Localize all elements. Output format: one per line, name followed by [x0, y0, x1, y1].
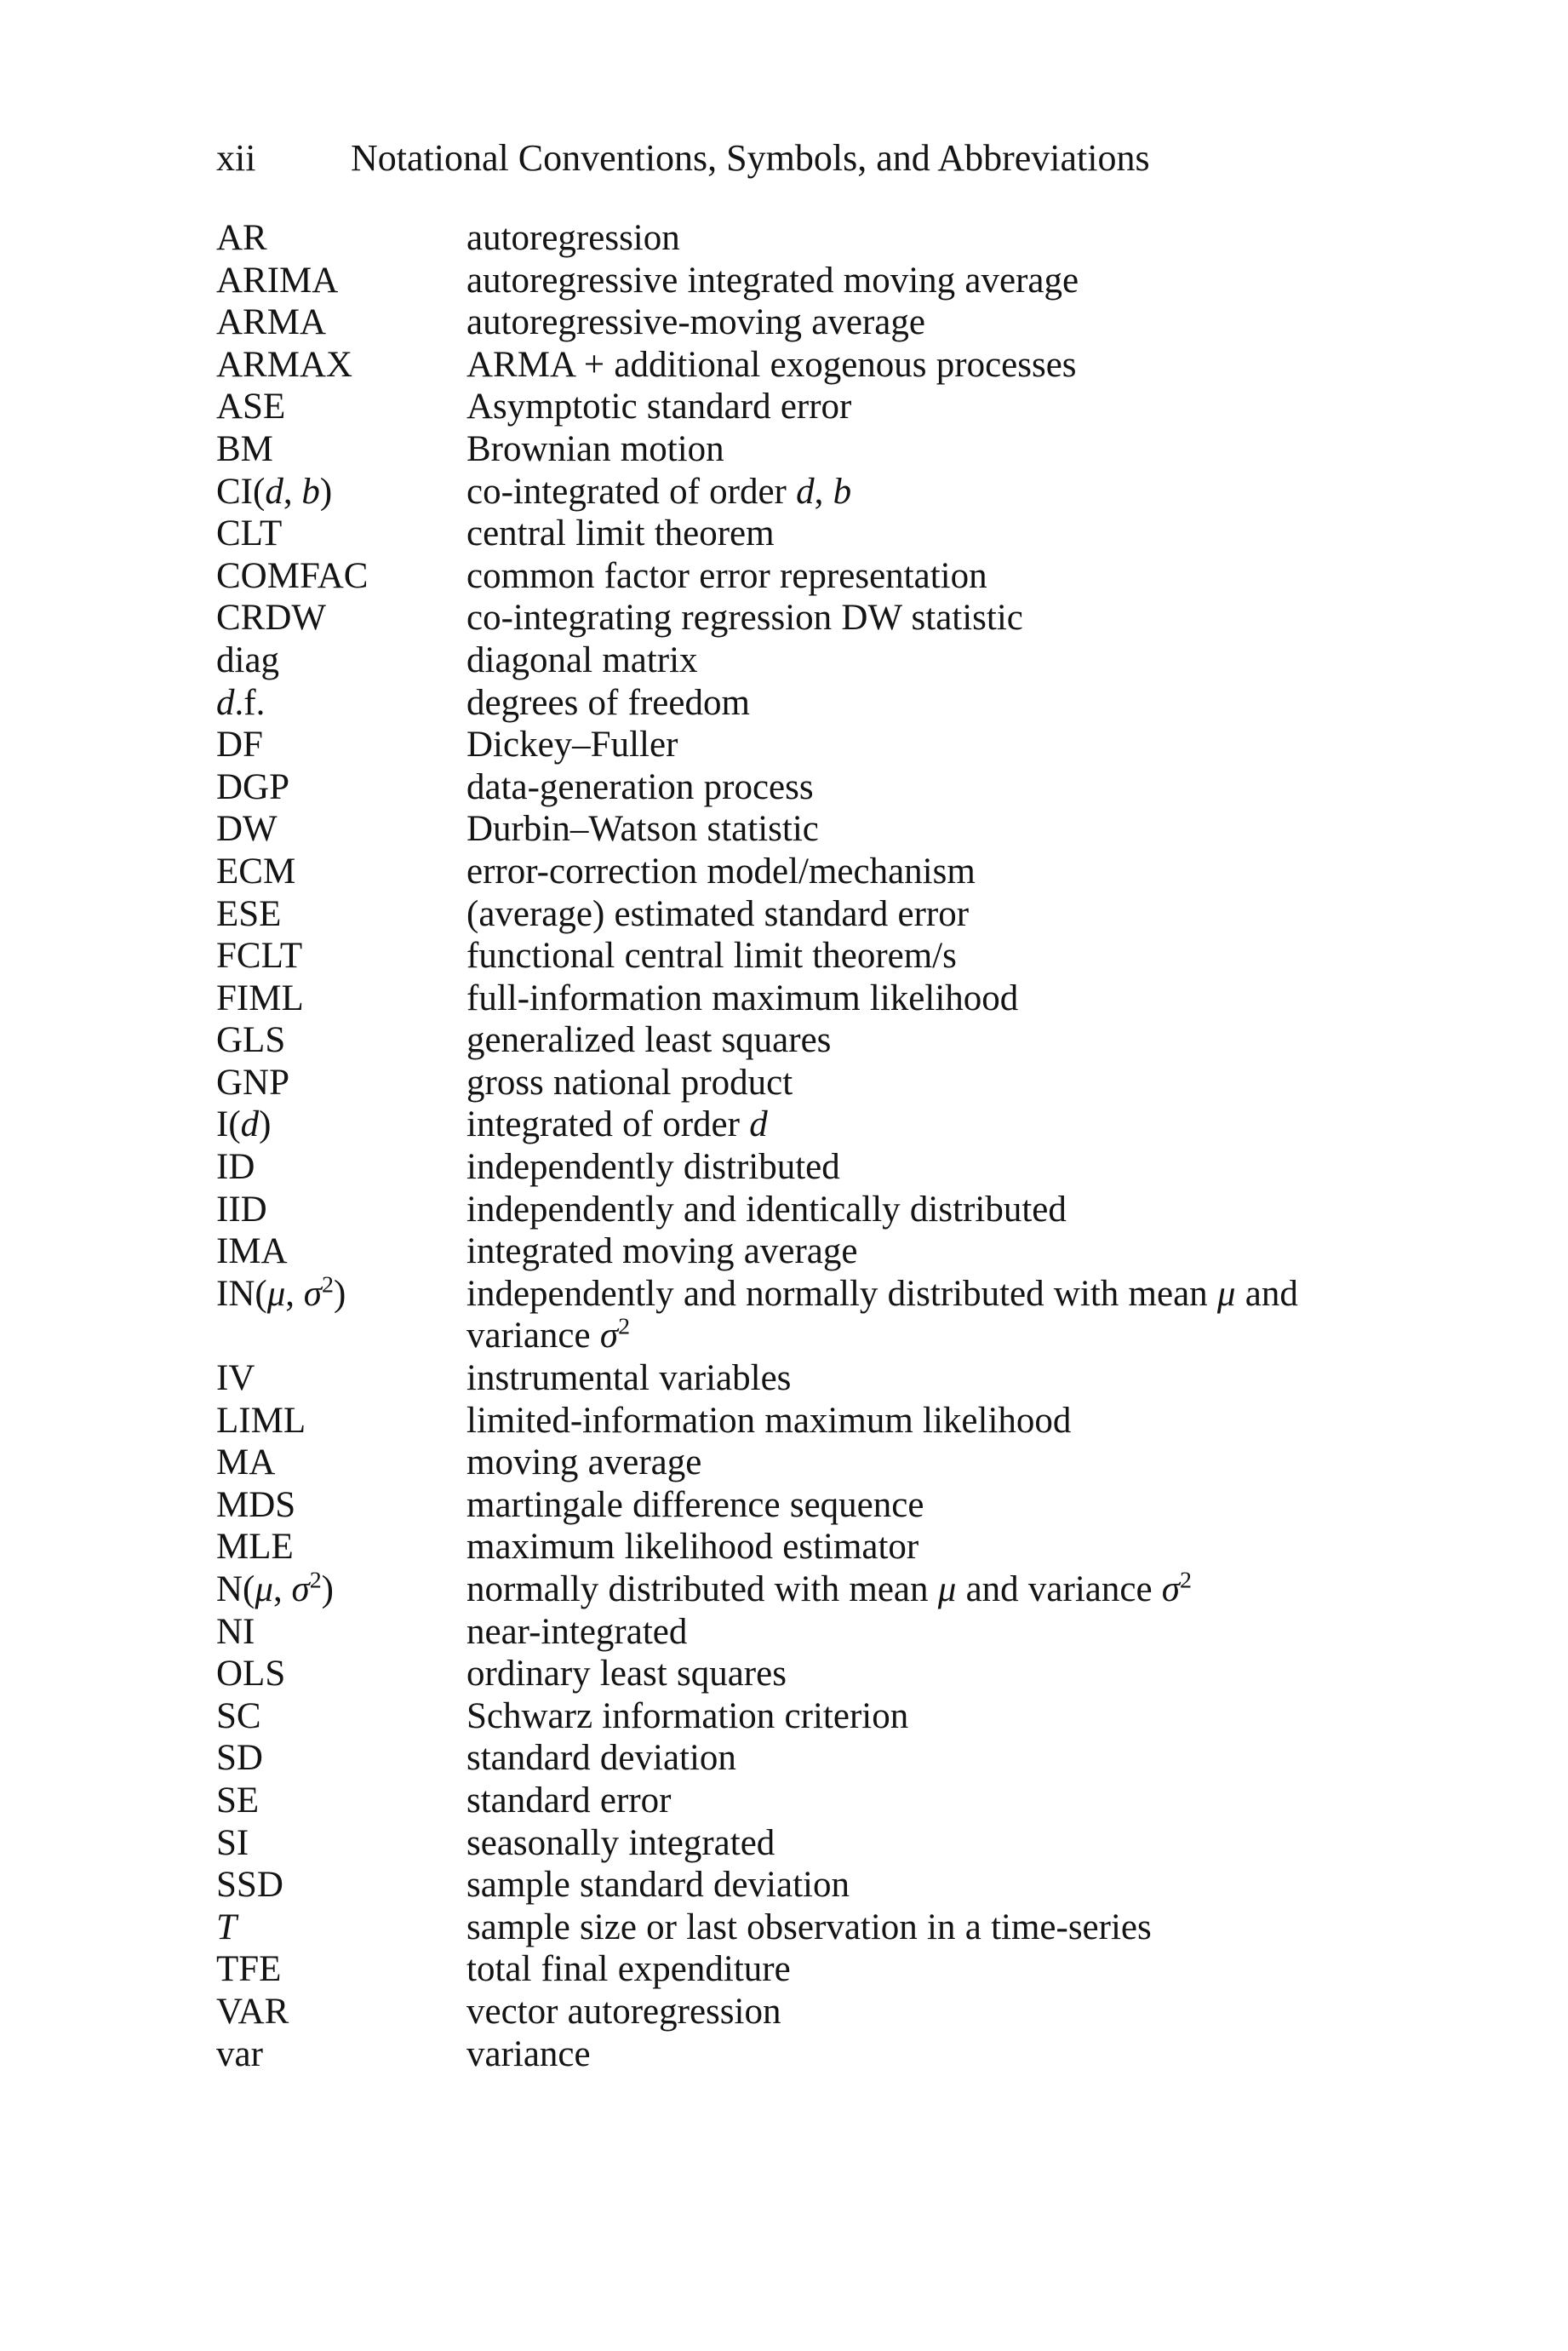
abbreviation-entry: [216, 1019, 1425, 1062]
abbreviation-entry: [216, 513, 1425, 555]
abbreviation-definition: autoregressive-moving average: [466, 302, 925, 343]
abbreviation-definition: autoregression: [466, 218, 680, 258]
abbreviation-definition: limited-information maximum likelihood: [466, 1400, 1072, 1441]
abbreviation-definition: integrated of order d: [466, 1104, 768, 1145]
abbreviation-definition: Durbin–Watson statistic: [466, 809, 819, 850]
abbreviation-definition: central limit theorem: [466, 513, 775, 554]
abbreviation-entry: [216, 1273, 1425, 1357]
page-header: [216, 124, 1150, 192]
abbreviation-term: SE: [216, 1780, 260, 1821]
abbreviation-entry: [216, 1146, 1425, 1189]
abbreviation-entry: [216, 1400, 1425, 1442]
abbreviation-entry: [216, 1864, 1425, 1907]
abbreviation-entry: [216, 344, 1425, 387]
abbreviation-term: GLS: [216, 1020, 286, 1061]
abbreviation-definition: sample size or last observation in a time-series: [466, 1907, 1152, 1947]
abbreviation-term: SSD: [216, 1865, 283, 1906]
abbreviation-term: OLS: [216, 1654, 286, 1694]
abbreviation-definition: error-correction model/mechanism: [466, 851, 976, 892]
abbreviation-definition: diagonal matrix: [466, 639, 698, 680]
abbreviation-term: FCLT: [216, 936, 303, 977]
abbreviation-term: d.f.: [216, 682, 266, 723]
abbreviation-definition: ordinary least squares: [466, 1654, 787, 1694]
abbreviation-term: TFE: [216, 1949, 282, 1990]
abbreviation-definition: moving average: [466, 1442, 702, 1483]
abbreviation-term: LIML: [216, 1400, 306, 1441]
abbreviation-definition: normally distributed with mean μ and variance $\sigma^2$: [466, 1567, 1192, 1609]
abbreviation-definition: total final expenditure: [466, 1949, 791, 1990]
abbreviation-entry: [216, 1991, 1425, 2033]
abbreviation-term: MLE: [216, 1527, 294, 1568]
abbreviation-entry: [216, 1948, 1425, 1991]
abbreviation-entry: [216, 301, 1425, 344]
abbreviation-definition: co-integrating regression DW statistic: [466, 598, 1023, 639]
abbreviation-entry: [216, 1737, 1425, 1780]
abbreviation-entry: [216, 1780, 1425, 1822]
abbreviation-term: diag: [216, 639, 280, 680]
abbreviation-entry: [216, 808, 1425, 851]
abbreviation-definition: independently distributed: [466, 1147, 840, 1188]
abbreviation-entry: [216, 639, 1425, 682]
abbreviation-term: SC: [216, 1695, 261, 1736]
abbreviation-term: COMFAC: [216, 555, 369, 596]
abbreviation-definition: common factor error representation: [466, 555, 987, 596]
abbreviation-entry: [216, 1653, 1425, 1695]
page-number: xii: [216, 137, 256, 179]
abbreviation-entry: [216, 597, 1425, 639]
abbreviation-entry: [216, 260, 1425, 302]
abbreviation-entry: [216, 217, 1425, 260]
abbreviation-entry: [216, 1568, 1425, 1611]
abbreviation-definition: (average) estimated standard error: [466, 893, 970, 934]
abbreviation-entry: [216, 978, 1425, 1020]
abbreviation-definition: near-integrated: [466, 1611, 688, 1652]
abbreviation-definition: seasonally integrated: [466, 1822, 775, 1863]
abbreviation-definition: autoregressive integrated moving average: [466, 260, 1079, 301]
abbreviation-entry: [216, 1611, 1425, 1654]
abbreviation-definition: independently and identically distributed: [466, 1189, 1067, 1230]
abbreviation-entry: [216, 935, 1425, 978]
abbreviation-term: BM: [216, 428, 273, 469]
abbreviation-entry: [216, 1526, 1425, 1568]
abbreviation-term: ECM: [216, 851, 296, 892]
abbreviation-term: CI(d, b): [216, 471, 333, 512]
abbreviation-entry: [216, 1062, 1425, 1104]
abbreviation-definition: gross national product: [466, 1062, 793, 1103]
abbreviation-entry: [216, 1230, 1425, 1273]
abbreviation-entry: [216, 1189, 1425, 1231]
abbreviation-term: DW: [216, 809, 278, 850]
abbreviation-term: ESE: [216, 893, 282, 934]
abbreviation-definition: data-generation process: [466, 766, 814, 807]
abbreviation-definition: maximum likelihood estimator: [466, 1527, 919, 1568]
abbreviation-definition: generalized least squares: [466, 1020, 832, 1061]
abbreviation-definition: standard deviation: [466, 1738, 736, 1779]
abbreviation-term: CRDW: [216, 598, 326, 639]
abbreviation-definition: ARMA + additional exogenous processes: [466, 344, 1077, 385]
abbreviation-definition: instrumental variables: [466, 1358, 792, 1399]
abbreviation-entry: [216, 724, 1425, 766]
abbreviation-entry: [216, 471, 1425, 513]
abbreviation-term: ID: [216, 1147, 255, 1188]
abbreviation-term: IID: [216, 1189, 267, 1230]
abbreviation-definition: functional central limit theorem/s: [466, 936, 957, 977]
abbreviation-term: I(d): [216, 1104, 272, 1145]
abbreviation-definition: Brownian motion: [466, 428, 724, 469]
page-title: Notational Conventions, Symbols, and Abbreviations: [351, 137, 1150, 179]
abbreviation-definition: Dickey–Fuller: [466, 725, 678, 766]
abbreviation-term: MA: [216, 1442, 276, 1483]
abbreviation-entry: [216, 1357, 1425, 1400]
abbreviation-term: ARMA: [216, 302, 327, 343]
abbreviation-entry: [216, 386, 1425, 428]
abbreviation-definition: independently and normally distributed with mean μ and variance $\sigma^2$: [466, 1273, 1298, 1356]
abbreviation-entry: [216, 1695, 1425, 1738]
abbreviation-term: var: [216, 2033, 263, 2074]
abbreviation-entry: [216, 1822, 1425, 1865]
abbreviation-term: AR: [216, 218, 267, 258]
abbreviation-term: GNP: [216, 1062, 290, 1103]
abbreviation-term: CLT: [216, 513, 283, 554]
abbreviation-term: NI: [216, 1611, 255, 1652]
abbreviation-definition: Asymptotic standard error: [466, 387, 852, 427]
abbreviation-definition: vector autoregression: [466, 1991, 781, 2032]
abbreviation-entry: [216, 766, 1425, 809]
abbreviation-entry: [216, 893, 1425, 936]
abbreviation-term: ARIMA: [216, 260, 339, 301]
abbreviation-term: VAR: [216, 1991, 289, 2032]
abbreviation-term: IV: [216, 1358, 255, 1399]
abbreviation-term: N(μ, $\sigma^2$): [216, 1567, 334, 1609]
abbreviation-entry: [216, 428, 1425, 471]
abbreviation-definition: degrees of freedom: [466, 682, 750, 723]
abbreviation-definition: standard error: [466, 1780, 672, 1821]
abbreviation-entry: [216, 1484, 1425, 1527]
abbreviation-term: FIML: [216, 978, 304, 1018]
abbreviation-term: IMA: [216, 1231, 288, 1272]
abbreviation-definition: martingale difference sequence: [466, 1484, 924, 1525]
abbreviation-term: ASE: [216, 387, 286, 427]
abbreviation-term: IN(μ, $\sigma^2$): [216, 1271, 346, 1314]
abbreviation-definition: co-integrated of order d, b: [466, 471, 852, 512]
abbreviation-term: DGP: [216, 766, 290, 807]
abbreviation-entry: [216, 1442, 1425, 1484]
abbreviation-list: [216, 217, 1425, 2075]
abbreviation-term: ARMAX: [216, 344, 353, 385]
abbreviation-definition: full-information maximum likelihood: [466, 978, 1019, 1018]
abbreviation-entry: [216, 1907, 1425, 1949]
abbreviation-entry: [216, 1104, 1425, 1146]
abbreviation-term: MDS: [216, 1484, 296, 1525]
abbreviation-term: SI: [216, 1822, 249, 1863]
abbreviation-entry: [216, 851, 1425, 893]
abbreviation-term: DF: [216, 725, 263, 766]
abbreviation-definition: variance: [466, 2033, 591, 2074]
abbreviation-definition: Schwarz information criterion: [466, 1695, 909, 1736]
abbreviation-definition: sample standard deviation: [466, 1865, 850, 1906]
abbreviation-term: SD: [216, 1738, 263, 1779]
abbreviation-entry: [216, 682, 1425, 725]
abbreviation-entry: [216, 2033, 1425, 2076]
abbreviation-entry: [216, 555, 1425, 598]
abbreviation-term: T: [216, 1907, 237, 1947]
abbreviation-definition: integrated moving average: [466, 1231, 858, 1272]
